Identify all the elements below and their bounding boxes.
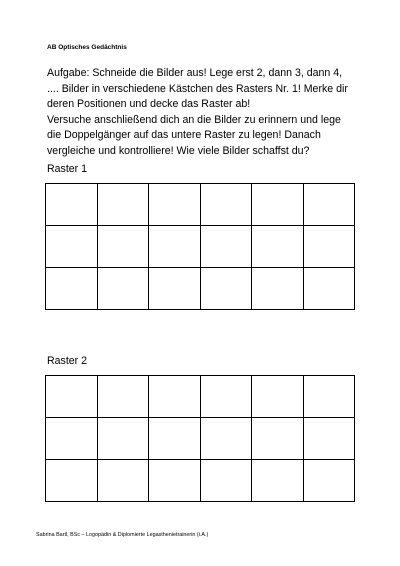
grid-cell[interactable] xyxy=(200,376,252,418)
grid-cell[interactable] xyxy=(303,226,355,268)
grid-cell[interactable] xyxy=(97,226,149,268)
grid-cell[interactable] xyxy=(200,460,252,502)
grid-cell[interactable] xyxy=(97,418,149,460)
grid-cell[interactable] xyxy=(252,268,304,310)
grid-cell[interactable] xyxy=(46,376,98,418)
task-line: Aufgabe: Schneide die Bilder aus! Lege erst 2, dann 3, dann 4, xyxy=(47,67,343,79)
grid-cell[interactable] xyxy=(149,184,201,226)
grid-row xyxy=(46,418,355,460)
grid-cell[interactable] xyxy=(149,268,201,310)
grid-cell[interactable] xyxy=(303,376,355,418)
page-header-title: AB Optisches Gedächtnis xyxy=(47,44,127,51)
grid-cell[interactable] xyxy=(303,418,355,460)
grid-cell[interactable] xyxy=(252,460,304,502)
grid-2 xyxy=(45,375,355,502)
grid-cell[interactable] xyxy=(46,226,98,268)
grid-row xyxy=(46,226,355,268)
grid-cell[interactable] xyxy=(97,460,149,502)
grid-cell[interactable] xyxy=(97,376,149,418)
grid-cell[interactable] xyxy=(149,460,201,502)
grid-cell[interactable] xyxy=(200,268,252,310)
grid-2-label: Raster 2 xyxy=(47,355,88,367)
task-line: die Doppelgänger auf das untere Raster zu legen! Danach xyxy=(47,129,321,142)
grid-cell[interactable] xyxy=(46,418,98,460)
grid-1 xyxy=(45,183,355,310)
grid-cell[interactable] xyxy=(200,418,252,460)
grid-cell[interactable] xyxy=(97,184,149,226)
grid-cell[interactable] xyxy=(200,184,252,226)
task-line: Versuche anschließend dich an die Bilder zu erinnern und lege xyxy=(47,113,341,126)
grid-row xyxy=(46,184,355,226)
grid-cell[interactable] xyxy=(97,268,149,310)
task-line: .... Bilder in verschiedene Kästchen des Rasters Nr. 1! Merke dir xyxy=(47,82,348,95)
grid-cell[interactable] xyxy=(303,268,355,310)
grid-cell[interactable] xyxy=(149,418,201,460)
task-instructions xyxy=(47,66,367,160)
footer-author: Sabrina Bartl, BSc – Logopädin & Diplomierte Legasthenietrainerin (i.A.) xyxy=(36,532,209,538)
grid-cell[interactable] xyxy=(303,460,355,502)
grid-row xyxy=(46,268,355,310)
grid-cell[interactable] xyxy=(252,376,304,418)
grid-cell[interactable] xyxy=(252,184,304,226)
task-line: vergleiche und kontrolliere! Wie viele Bilder schaffst du? xyxy=(47,144,310,157)
grid-cell[interactable] xyxy=(252,226,304,268)
grid-1-label: Raster 1 xyxy=(47,163,88,175)
grid-cell[interactable] xyxy=(149,226,201,268)
grid-cell[interactable] xyxy=(46,460,98,502)
grid-row xyxy=(46,460,355,502)
grid-row xyxy=(46,376,355,418)
grid-cell[interactable] xyxy=(200,226,252,268)
grid-cell[interactable] xyxy=(252,418,304,460)
grid-cell[interactable] xyxy=(303,184,355,226)
grid-cell[interactable] xyxy=(149,376,201,418)
grid-cell[interactable] xyxy=(46,184,98,226)
grid-cell[interactable] xyxy=(46,268,98,310)
task-line: deren Positionen und decke das Raster ab! xyxy=(47,98,251,111)
